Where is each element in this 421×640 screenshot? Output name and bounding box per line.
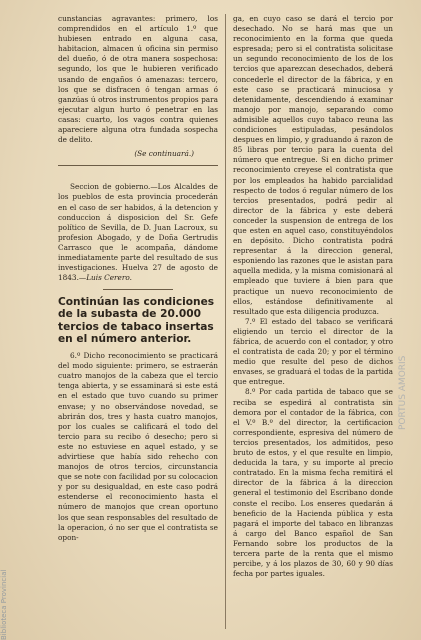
column-divider <box>225 14 226 629</box>
condition-8-paragraph: 8.º Por cada partida de tabaco que se reciba se espedirá al contratista sin demora por el contador de la fábrica, con el V.º B.º del director, la certificacion correspondiente, espresiva del número de tercios presentados, los admitidos, peso bruto de estos, y el que resulte en limpio, deducida la tara, y su importe al precio contratado. En la misma fecha remitirá el director de la fábrica á la direccion general el testimonio del Escribano donde conste el recibo. Los enseres quedarán á beneficio de la Hacienda pública y esta pagará el importe del tabaco en libranzas á cargo del Banco español de San Fernando sobre los productos de la tercera parte de la renta que el mismo percibe, y á los plazos de 30, 60 y 90 días fecha por partes iguales. <box>233 387 393 579</box>
right-column <box>233 14 393 579</box>
continued-notice: (Se continuará.) <box>134 149 194 159</box>
library-stamp: Biblioteca Provincial <box>0 569 8 640</box>
article-continuation-paragraph: cunstancias agravantes: primero, los comprendidos en el artículo 1.º que hubiesen entrado en alguna casa, habitacion, almacen ú oficina sin permiso del dueño, ó de otra manera sospechosa: segundo, los que le hubieren verificado usando de engaños ó amenazas: tercero, los que se disfracen ó tengan armas ó ganzúas ú otros instrumentos propios para ejecutar algun hurto ó penetrar en las casas: cuarto, los vagos contra quienes apareciere alguna otra fundada sospecha de delito. <box>58 14 218 145</box>
article-headline: Continúan las condiciones de la subasta de 20.000 tercios de tabaco insertas en el número anterior. <box>58 296 215 345</box>
government-notice-signature: Luis Cerero. <box>86 273 132 283</box>
condition-7-paragraph: 7.º El estado del tabaco se verificará eligiendo un tercio el director de la fábrica, de acuerdo con el contador, y otro el contratista de cada 20; y por el término medio que resulte del peso de dichos envases, se graduará el todas de la partida que entregue. <box>233 316 393 387</box>
condition-6-paragraph: 6.º Dicho reconocimiento se practicará del modo siguiente: primero, se estraerán cuatro manojos de la cabeza que el tercio tenga abierta, y se essaminará si este está en el estado que tuvo cuando su primer envase; y no observándose novedad, se abrirán dos, tres y hasta cuatro manojos, por los cuales se calificará el todo del tercio para su recibo ó desecho; pero si este no estuviese en aquel estado, y se advirtiese que había sido rehecho con manojos de otros tercios, circunstancia que se note con facilidad por su colocacion y por su desigualdad, en este caso podrá estenderse el reconocimiento hasta el número de manojos que crean oportuno los que sean responsables del resultado de la operacion, ó no ser que el contratista se opon- <box>58 351 218 542</box>
condition-6-continuation: ga, en cuyo caso se dará el tercio por desechado. No se hará mas que un reconocimiento en la forma que queda espresada; pero si el contratista solicitase un segundo reconocimiento de los de los tercios que aparezcan desechados, deberá concederle el director de la fábrica, y en este caso se practicará minuciosa y detenidamente, descendiendo á examinar manojo por manojo, separando como admisible aquellos cuyo tabaco reuna las condiciones estipuladas, pesándolos despues en limpio, y graduando á razon de 85 libras por tercio para la cuenta del número que entregue. Si en dicho primer reconocimiento creyese el contratista que por los empleados ha habido parcialidad respecto de todos ó regular número de los tercios presentados, podrá pedir al director de la fábrica y este deberá conceder la suspension de entrega de los que esten en aquel caso, constituyéndolos en depósito. Dicho contratista podrá representar á la direccion general, esponiendo las razones que le asistan para aquella medida, y la misma comisionará al empleado que tuviere á bien para que practique un nuevo reconocimiento de ellos, estándose definitivamente al resultado que esta diligencia produzca. <box>233 14 393 316</box>
left-column <box>58 14 218 543</box>
government-notice <box>58 182 218 283</box>
short-divider <box>103 289 173 290</box>
library-watermark: PORTUS AMORIS <box>398 355 408 430</box>
section-divider <box>58 165 218 166</box>
government-notice-text: Seccion de gobierno.—Los Alcaldes de los pueblos de esta provincia procederán en el caso de ser habidos, á la detencion y conduccion á disposicion del Sr. Gefe político de Sevilla, de D. Juan Lacroux, su profesion Abogado, y de Doña Gertrudis Carrasco que le acompaña, dándome inmediatamente parte del resultado de sus investigaciones. Huelva 27 de agosto de 1843.— <box>58 182 218 283</box>
